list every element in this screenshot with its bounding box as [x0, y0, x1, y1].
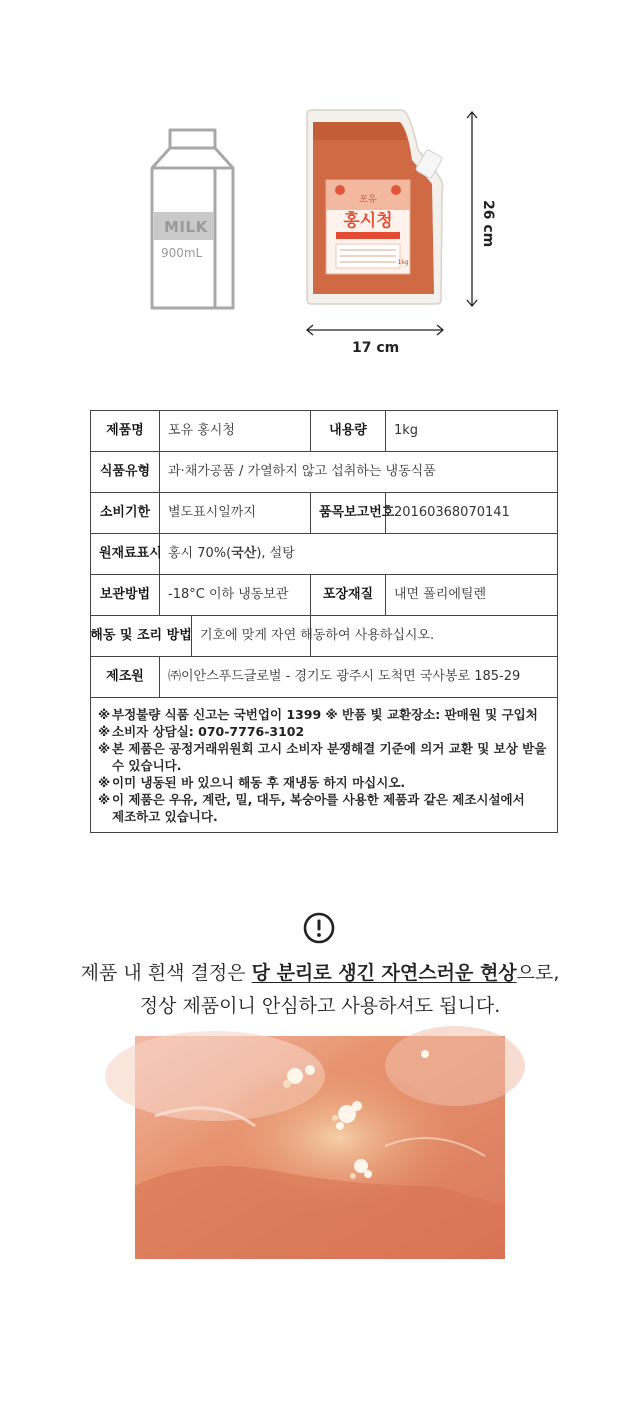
size-comparison-illustration [0, 0, 640, 380]
note-mark: ※ [98, 741, 111, 756]
pouch-product-image [307, 110, 443, 304]
product-info-table [90, 410, 558, 833]
width-dimension-arrow [307, 325, 443, 335]
thaw-label: 해동 및 조리 방법 [91, 616, 192, 656]
food-type-value: 과·채가공품 / 가열하지 않고 섭취하는 냉동식품 [160, 452, 558, 493]
note-mark: ※ [98, 724, 111, 739]
packaging-label: 포장재질 [311, 575, 386, 616]
notice-line-1 [40, 958, 600, 985]
note-text: 수 있습니다. [112, 758, 182, 773]
expiry-label: 소비기한 [91, 493, 160, 534]
expiry-value: 별도표시일까지 [160, 493, 311, 534]
ingredients-label: 원재료표시 [91, 534, 160, 575]
ingredients-origin: 국산 [231, 545, 257, 561]
exclamation-circle-icon [303, 912, 335, 944]
storage-label: 보관방법 [91, 575, 160, 616]
ingredients-text-end: ), 설탕 [256, 545, 295, 561]
note-item [98, 706, 550, 723]
notice-text: 제품 내 흰색 결정은 [80, 962, 252, 984]
note-text: 제조하고 있습니다. [112, 809, 218, 824]
svg-text:포유: 포유 [359, 195, 377, 205]
notice-line-2: 정상 제품이니 안심하고 사용하셔도 됩니다. [139, 995, 501, 1017]
ingredients-value [160, 534, 558, 575]
product-name-value: 포유 홍시청 [160, 411, 311, 452]
note-item [98, 791, 550, 808]
note-mark: ※ [98, 775, 111, 790]
note-text: 이 제품은 우유, 계란, 밀, 대두, 복숭아를 사용한 제품과 같은 제조시설에서 [112, 792, 525, 807]
report-number-label: 품목보고번호 [311, 493, 386, 534]
svg-text:1kg: 1kg [397, 259, 409, 266]
table-row [91, 411, 558, 452]
note-item-continued [98, 757, 550, 774]
ingredients-text: 홍시 70%( [168, 545, 232, 561]
note-item [98, 723, 550, 740]
note-text: 본 제품은 공정거래위원회 고시 소비자 분쟁해결 기준에 의거 교환 및 보상 받을 [112, 741, 547, 756]
table-row [91, 698, 558, 833]
thaw-value: 기호에 맞게 자연 해동하여 사용하십시오. [200, 627, 435, 643]
content-label: 내용량 [311, 411, 386, 452]
width-label: 17 cm [352, 340, 400, 356]
table-row [91, 493, 558, 534]
height-dimension-arrow [467, 112, 477, 306]
table-row [91, 616, 558, 657]
note-text: 소비자 상담실: 070-7776-3102 [112, 724, 305, 739]
maker-value: ㈜이안스푸드글로벌 - 경기도 광주시 도척면 국사봉로 185-29 [160, 657, 558, 698]
milk-volume: 900mL [161, 246, 203, 260]
table-row [91, 534, 558, 575]
note-item-continued [98, 808, 550, 825]
table-row [91, 575, 558, 616]
note-item [98, 774, 550, 791]
table-row [91, 657, 558, 698]
note-mark: ※ [98, 707, 111, 722]
note-mark: ※ [98, 792, 111, 807]
svg-text:홍시청: 홍시청 [343, 211, 393, 231]
note-text: 이미 냉동된 바 있으니 해동 후 재냉동 하지 마십시오. [112, 775, 406, 790]
note-text: 부정불량 식품 신고는 국번업이 1399 ※ 반품 빛 교환장소: 판매원 및 구입처 [112, 707, 538, 722]
notes-cell [91, 698, 558, 833]
maker-label: 제조원 [91, 657, 160, 698]
thaw-row-cell [90, 616, 435, 657]
product-name-label: 제품명 [91, 411, 160, 452]
note-item [98, 740, 550, 757]
sugar-crystal-photo [135, 1036, 505, 1259]
report-number-value: 20160368070141 [386, 493, 558, 534]
packaging-value: 내면 폴리에틸렌 [386, 575, 558, 616]
notice-emphasis: 당 분리로 생긴 자연스러운 현상 [251, 962, 517, 984]
storage-value: -18°C 이하 냉동보관 [160, 575, 311, 616]
milk-label: MILK [164, 218, 208, 236]
product-size-figure [0, 0, 640, 380]
table-row [91, 452, 558, 493]
food-type-label: 식품유형 [91, 452, 160, 493]
height-label: 26 cm [480, 200, 496, 248]
notice-text-end: 으로, [516, 962, 560, 984]
content-value: 1kg [386, 411, 558, 452]
